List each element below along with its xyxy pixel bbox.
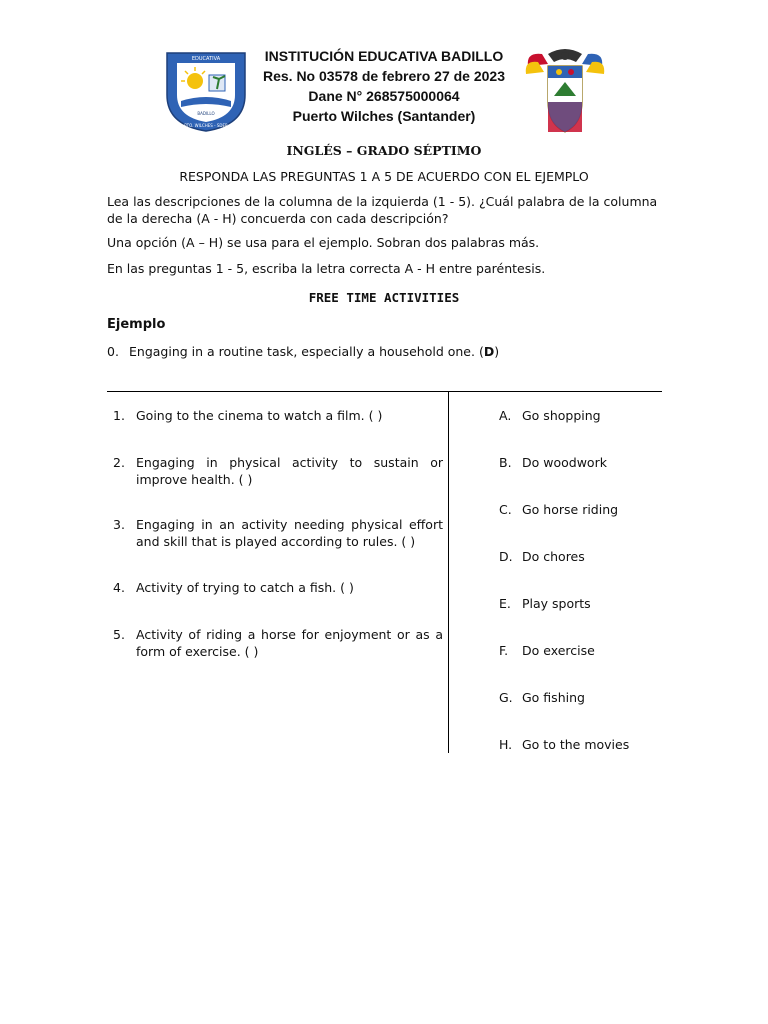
question-number: 4. <box>113 580 125 595</box>
subject-title: INGLÉS – GRADO SÉPTIMO <box>286 143 482 158</box>
question-text: Engaging in an activity needing physical effort and skill that is played according to rules. ( ) <box>136 517 443 549</box>
option-text: Go fishing <box>522 690 585 705</box>
option-item <box>499 502 618 517</box>
question-text: Activity of riding a horse for enjoyment or as a form of exercise. ( ) <box>136 627 443 659</box>
option-letter: A. <box>499 408 512 423</box>
question-item <box>113 517 443 550</box>
question-item <box>113 455 443 488</box>
option-letter: C. <box>499 502 512 517</box>
option-text: Play sports <box>522 596 591 611</box>
example-number: 0. <box>107 344 119 359</box>
option-text: Go horse riding <box>522 502 619 517</box>
option-letter: E. <box>499 596 511 611</box>
option-item <box>499 596 591 611</box>
location-line: Puerto Wilches (Santander) <box>292 108 476 124</box>
question-text: Engaging in physical activity to sustain or improve health. ( ) <box>136 455 443 487</box>
coat-of-arms-logo <box>524 44 606 136</box>
option-item <box>499 690 585 705</box>
school-crest-logo <box>163 45 249 133</box>
horizontal-divider <box>107 391 662 392</box>
option-letter: G. <box>499 690 513 705</box>
question-number: 1. <box>113 408 125 423</box>
question-item <box>113 580 443 597</box>
resolution-line: Res. No 03578 de febrero 27 de 2023 <box>262 68 506 84</box>
option-item <box>499 455 607 470</box>
instructions-paragraph-1: Lea las descripciones de la columna de la izquierda (1 - 5). ¿Cuál palabra de la columna de la derecha (A - H) concuerda con cada descripción? <box>107 194 658 226</box>
question-number: 2. <box>113 455 125 470</box>
logo-text-bottom: PTO. WILCHES - SDER <box>184 123 228 128</box>
option-letter: D. <box>499 549 513 564</box>
question-item <box>113 627 443 660</box>
option-text: Do exercise <box>522 643 595 658</box>
option-item <box>499 737 629 752</box>
instructions-paragraph-3: En las preguntas 1 - 5, escriba la letra correcta A - H entre paréntesis. <box>107 261 546 276</box>
dane-line: Dane N° 268575000064 <box>308 88 460 104</box>
institution-name: INSTITUCIÓN EDUCATIVA BADILLO <box>264 48 504 64</box>
instructions-paragraph-2: Una opción (A – H) se usa para el ejemplo. Sobran dos palabras más. <box>107 235 540 250</box>
question-number: 5. <box>113 627 125 642</box>
option-letter: H. <box>499 737 513 752</box>
example-answer: D <box>483 344 495 359</box>
logo-text-top: EDUCATIVA <box>191 56 221 62</box>
example-text-end: ) <box>494 344 500 359</box>
option-text: Do woodwork <box>522 455 607 470</box>
option-item <box>499 408 601 423</box>
option-letter: F. <box>499 643 509 658</box>
question-number: 3. <box>113 517 125 532</box>
column-divider <box>448 392 449 753</box>
example-item <box>107 344 499 359</box>
option-item <box>499 549 585 564</box>
question-text: Going to the cinema to watch a film. ( ) <box>136 408 383 423</box>
option-text: Go shopping <box>522 408 601 423</box>
example-text: Engaging in a routine task, especially a household one. ( <box>129 344 484 359</box>
section-title: FREE TIME ACTIVITIES <box>308 290 460 305</box>
logo-text-middle: BADILLO <box>197 111 215 116</box>
option-item <box>499 643 595 658</box>
option-letter: B. <box>499 455 512 470</box>
institution-header <box>255 46 513 126</box>
question-item <box>113 408 443 425</box>
instructions-title: RESPONDA LAS PREGUNTAS 1 A 5 DE ACUERDO CON EL EJEMPLO <box>179 169 589 184</box>
question-text: Activity of trying to catch a fish. ( ) <box>136 580 354 595</box>
example-label: Ejemplo <box>107 317 166 332</box>
option-text: Do chores <box>522 549 585 564</box>
option-text: Go to the movies <box>522 737 630 752</box>
